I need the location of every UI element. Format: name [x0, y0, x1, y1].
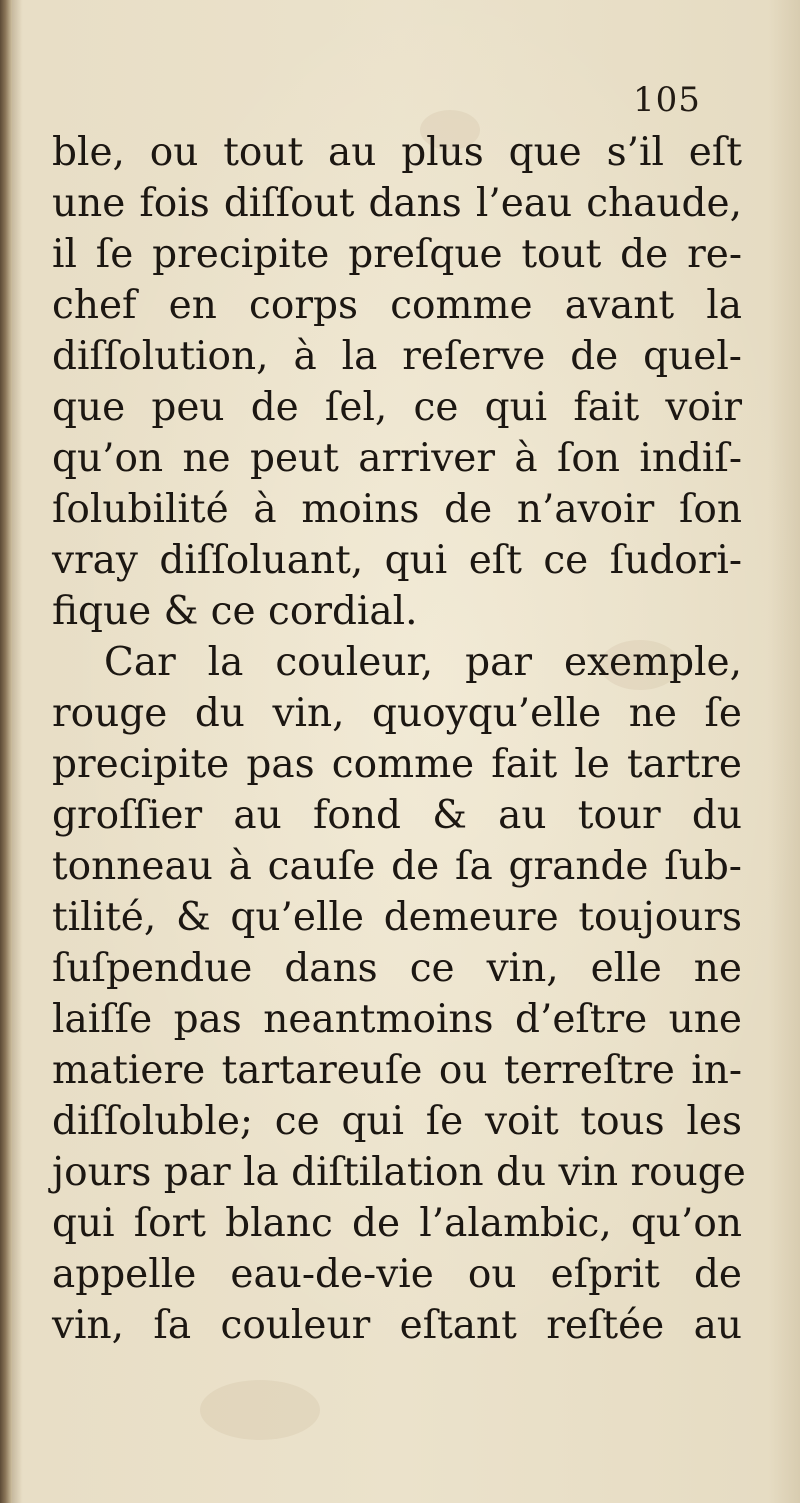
- text-line: que peu de ſel, ce qui fait voir: [52, 385, 742, 430]
- text-line: diſſoluble; ce qui ſe voit tous les: [52, 1099, 742, 1144]
- text-line: une fois diſſout dans l’eau chaude,: [52, 181, 742, 226]
- paper-stain: [200, 1380, 320, 1440]
- text-line: chef en corps comme avant la: [52, 283, 742, 328]
- text-line: appelle eau-de-vie ou eſprit de: [52, 1252, 742, 1297]
- body-text: [52, 127, 746, 1351]
- text-line: precipite pas comme fait le tartre: [52, 742, 742, 787]
- paragraph-end-line: fique & ce cordial.: [52, 589, 418, 634]
- text-line: jours par la diſtilation du vin rouge: [52, 1150, 746, 1195]
- text-line: ſuſpendue dans ce vin, elle ne: [52, 946, 742, 991]
- text-line: matiere tartareuſe ou terreſtre in-: [52, 1048, 742, 1093]
- text-line: laiſſe pas neantmoins d’eſtre une: [52, 997, 742, 1042]
- text-line: qui ſort blanc de l’alambic, qu’on: [52, 1201, 742, 1246]
- text-line: vin, ſa couleur eſtant reſtée au: [52, 1303, 742, 1348]
- text-line: ble, ou tout au plus que s’il eſt: [52, 130, 742, 175]
- text-line: tilité, & qu’elle demeure toujours: [52, 895, 742, 940]
- text-line: rouge du vin, quoyqu’elle ne ſe: [52, 691, 742, 736]
- binding-edge: [0, 0, 12, 1503]
- text-line: groſſier au fond & au tour du: [52, 793, 742, 838]
- page-number: 105: [633, 80, 701, 120]
- paragraph-start-line: Car la couleur, par exemple,: [104, 640, 742, 685]
- text-line: diſſolution, à la reſerve de quel-: [52, 334, 742, 379]
- text-line: qu’on ne peut arriver à ſon indiſ-: [52, 436, 742, 481]
- text-line: ſolubilité à moins de n’avoir ſon: [52, 487, 742, 532]
- text-line: vray diſſoluant, qui eſt ce ſudori-: [52, 538, 742, 583]
- text-line: tonneau à cauſe de ſa grande ſub-: [52, 844, 742, 889]
- text-line: il ſe precipite preſque tout de re-: [52, 232, 742, 277]
